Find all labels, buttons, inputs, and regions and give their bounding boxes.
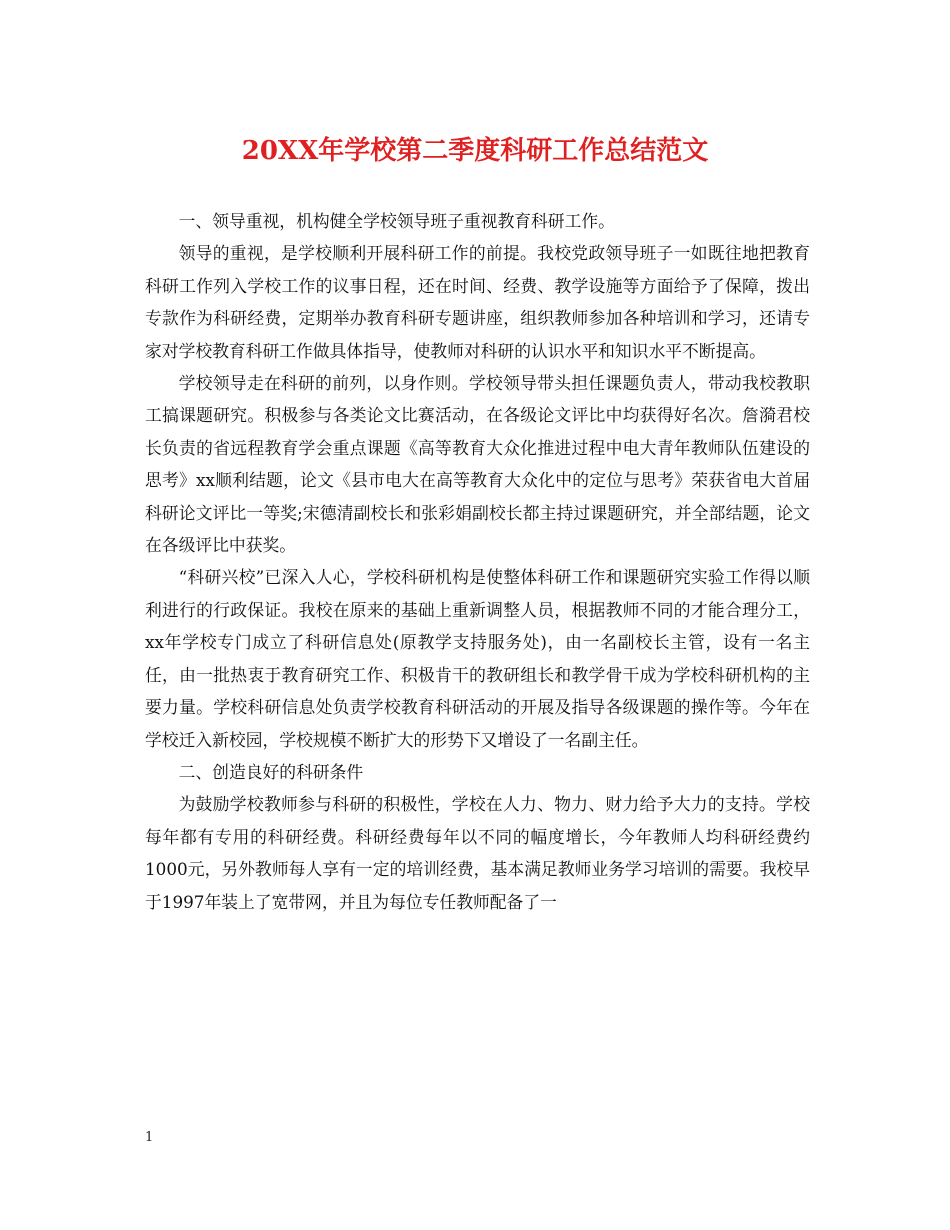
document-body	[145, 205, 810, 918]
section-heading-2: 二、创造良好的科研条件	[178, 761, 364, 782]
document-title: 20XX年学校第二季度科研工作总结范文	[241, 136, 709, 166]
section-heading-1: 一、领导重视，机构健全学校领导班子重视教育科研工作。	[178, 211, 615, 231]
page-number: 1	[145, 1130, 154, 1145]
paragraph-research-conditions: 为鼓励学校教师参与科研的积极性，学校在人力、物力、财力给予大力的支持。学校每年都有专用的科研经费。科研经费每年以不同的幅度增长，今年教师人均科研经费约1000元，另外教师每人享有一定的培训经费，基本满足教师业务学习培训的需要。我校早于1997年装上了宽带网，并且为每位专任教师配备了一	[145, 794, 810, 912]
paragraph-research-organization: “科研兴校”已深入人心，学校科研机构是使整体科研工作和课题研究实验工作得以顺利进行的行政保证。我校在原来的基础上重新调整人员，根据教师不同的才能合理分工，xx年学校专门成立了科研信息处(原教学支持服务处)，由一名副校长主管，设有一名主任，由一批热衷于教育研究工作、积极肯干的教研组长和教学骨干成为学校科研机构的主要力量。学校科研信息处负责学校教育科研活动的开展及指导各级课题的操作等。今年在学校迁入新校园，学校规模不断扩大的形势下又增设了一名副主任。	[145, 567, 810, 750]
paragraph-leadership-importance: 领导的重视，是学校顺利开展科研工作的前提。我校党政领导班子一如既往地把教育科研工作列入学校工作的议事日程，还在时间、经费、教学设施等方面给予了保障，拨出专款作为科研经费，定期举办教育科研专题讲座，组织教师参加各种培训和学习，还请专家对学校教育科研工作做具体指导，使教师对科研的认识水平和知识水平不断提高。	[145, 243, 810, 361]
paragraph-leaders-lead-research: 学校领导走在科研的前列，以身作则。学校领导带头担任课题负责人，带动我校教职工搞课题研究。积极参与各类论文比赛活动，在各级论文评比中均获得好名次。詹漪君校长负责的省远程教育学会重点课题《高等教育大众化推进过程中电大青年教师队伍建设的思考》xx顺利结题，论文《县市电大在高等教育大众化中的定位与思考》荣获省电大首届科研论文评比一等奖;宋德清副校长和张彩娟副校长都主持过课题研究，并全部结题，论文在各级评比中获奖。	[145, 373, 810, 556]
